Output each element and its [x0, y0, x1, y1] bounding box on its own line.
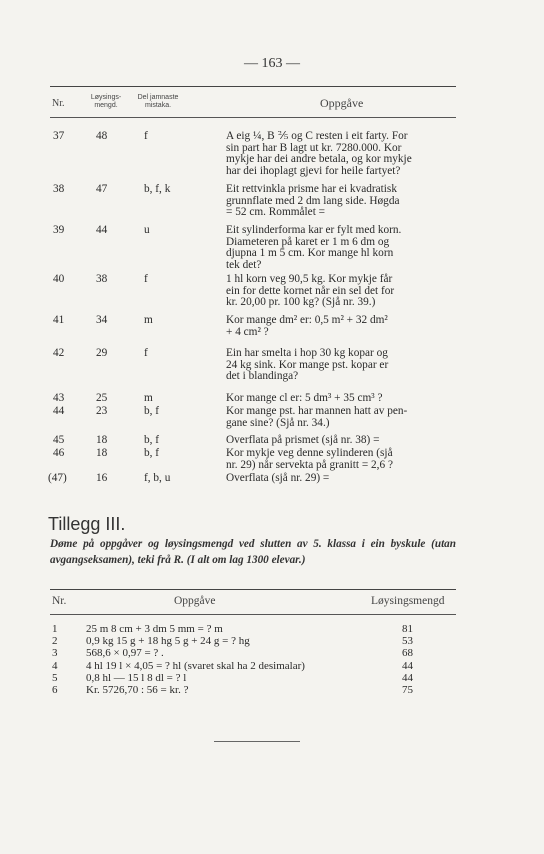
row-oppgave-line: har dei ihoplagt gjevi for heile fartyet? [226, 164, 401, 177]
problems-table [48, 86, 456, 484]
row-losningsmengd: 18 [96, 447, 108, 459]
supplement-row-losningsmengd: 44 [402, 659, 413, 672]
row-number: 46 [53, 447, 65, 459]
header-del-line2: mistaka. [144, 102, 172, 109]
row-oppgave [226, 184, 456, 219]
row-oppgave-line: Diameteren på karet er 1 m 6 dm og [226, 235, 390, 248]
section-description: Døme på oppgåver og løysingsmengd ved slutten av 5. klassa i ein byskule (utan avgangseksamen), teki frå R. (I alt om lag 1300 elevar.) [50, 538, 456, 566]
supplement-row-losningsmengd: 44 [402, 671, 413, 684]
supplement-row-oppgave: 25 m 8 cm + 3 dm 5 mm = ? m [86, 623, 223, 635]
supplement-row-number: 3 [52, 647, 58, 660]
row-losningsmengd: 29 [96, 347, 108, 359]
row-del-jamnaste: b, f [144, 405, 160, 417]
supplement-body [50, 615, 456, 705]
supplement-row-number: 6 [52, 684, 58, 696]
row-oppgave-line: Eit sylinderforma kar er fylt med korn. [226, 224, 402, 236]
table-header [50, 87, 456, 117]
row-oppgave-line: 1 hl korn veg 90,5 kg. Kor mykje får [226, 273, 393, 285]
row-del-jamnaste: b, f, k [144, 183, 171, 195]
header-losningsmengd-line2: mengd. [94, 102, 118, 109]
row-number: 45 [53, 434, 65, 446]
supplement-header [50, 590, 456, 614]
header-losningsmengd-line1: Løysings- [90, 94, 122, 101]
row-oppgave [226, 274, 456, 309]
row-del-jamnaste: m [144, 392, 153, 404]
row-oppgave-line: 24 kg sink. Kor mange pst. kopar er [226, 358, 389, 371]
supplement-row-oppgave: 0,9 kg 15 g + 18 hg 5 g + 24 g = ? hg [86, 635, 250, 648]
row-oppgave-line: = 52 cm. Rommålet = [226, 206, 326, 218]
row-number: 44 [53, 405, 65, 417]
supplement-row-number: 4 [52, 659, 58, 672]
header-del-line1: Del jamnaste [137, 94, 179, 101]
supplement-header-oppgave: Oppgåve [174, 595, 216, 607]
supplement-row-losningsmengd: 75 [402, 684, 413, 696]
supplement-header-nr: Nr. [52, 595, 67, 607]
supplement-row-number: 5 [52, 671, 58, 684]
row-losningsmengd: 18 [96, 434, 108, 446]
header-nr: Nr. [52, 98, 65, 109]
row-del-jamnaste: u [144, 224, 150, 236]
row-losningsmengd: 25 [96, 392, 108, 404]
row-oppgave-line: grunnflate med 2 dm lang side. Høgda [226, 194, 400, 207]
row-oppgave [226, 225, 456, 271]
row-oppgave-line: Kor mange pst. har mannen hatt av pen- [226, 405, 408, 417]
row-oppgave-line: det i blandinga? [226, 370, 299, 382]
page-number: — 163 — [244, 56, 300, 71]
row-number: 42 [53, 347, 65, 359]
table-body [48, 118, 456, 484]
row-oppgave-line: ein for dette kornet når ein sel det for [226, 284, 395, 297]
supplement-row-oppgave: 0,8 hl — 15 l 8 dl = ? l [86, 671, 187, 684]
row-oppgave [226, 435, 456, 447]
row-losningsmengd: 44 [96, 224, 108, 236]
row-oppgave-line: Overflata på prismet (sjå nr. 38) = [226, 434, 380, 446]
row-number: 38 [53, 183, 65, 195]
row-del-jamnaste: b, f [144, 447, 160, 459]
row-oppgave [226, 393, 456, 405]
supplement-row-oppgave: 568,6 × 0,97 = ? . [86, 647, 164, 660]
row-oppgave [226, 448, 456, 471]
row-oppgave-line: nr. 29) når servekta på granitt = 2,6 ? [226, 458, 393, 471]
row-del-jamnaste: f [144, 130, 148, 142]
supplement-row-oppgave: Kr. 5726,70 : 56 = kr. ? [86, 684, 189, 696]
supplement-table [50, 589, 456, 705]
row-number: 40 [53, 273, 65, 285]
end-rule [214, 741, 300, 742]
row-losningsmengd: 23 [96, 405, 108, 417]
row-oppgave-line: mykje har dei andre betala, og kor mykje [226, 153, 412, 165]
supplement-row-oppgave: 4 hl 19 l × 4,05 = ? hl (svaret skal ha 2 desimalar) [86, 659, 305, 672]
row-oppgave [226, 315, 456, 338]
row-del-jamnaste: f [144, 347, 148, 359]
row-losningsmengd: 47 [96, 183, 108, 195]
row-oppgave [226, 348, 456, 383]
row-oppgave-line: gane sine? (Sjå nr. 34.) [226, 416, 330, 429]
row-losningsmengd: 48 [96, 130, 108, 142]
row-oppgave [226, 131, 456, 177]
row-del-jamnaste: m [144, 314, 153, 326]
row-number: 37 [53, 130, 65, 142]
supplement-row-number: 2 [52, 635, 58, 648]
row-oppgave-line: djupna 1 m 5 cm. Kor mange hl korn [226, 247, 394, 259]
header-del-jamnaste [130, 94, 186, 110]
row-oppgave-line: Kor mykje veg denne sylinderen (sjå [226, 447, 393, 459]
row-number: 41 [53, 314, 65, 326]
supplement-row-losningsmengd: 68 [402, 647, 413, 660]
row-oppgave-line: Kor mange dm² er: 0,5 m² + 32 dm² [226, 314, 388, 326]
supplement-row-number: 1 [52, 623, 58, 635]
section-title: Tillegg III. [48, 514, 126, 534]
header-losningsmengd [84, 94, 128, 110]
header-oppgave: Oppgåve [320, 96, 364, 110]
row-oppgave [226, 406, 456, 429]
row-number: 43 [53, 392, 65, 404]
supplement-row-losningsmengd: 81 [402, 623, 413, 635]
row-oppgave-line: Eit rettvinkla prisme har ei kvadratisk [226, 183, 397, 195]
row-losningsmengd: 34 [96, 314, 108, 326]
row-oppgave-line: tek det? [226, 258, 262, 271]
row-oppgave [226, 473, 456, 485]
row-oppgave-line: A eig ¼, B ⅖ og C resten i eit farty. For [226, 130, 408, 142]
row-oppgave-line: Overflata (sjå nr. 29) = [226, 472, 330, 484]
row-oppgave-line: + 4 cm² ? [226, 325, 269, 338]
row-number: 39 [53, 224, 65, 236]
supplement-row-losningsmengd: 53 [402, 635, 413, 648]
row-losningsmengd: 38 [96, 273, 108, 285]
row-del-jamnaste: f, b, u [144, 472, 171, 484]
row-number: (47) [48, 472, 67, 484]
row-oppgave-line: kr. 20,00 pr. 100 kg? (Sjå nr. 39.) [226, 296, 376, 308]
row-del-jamnaste: b, f [144, 434, 160, 446]
row-oppgave-line: sin part har B lagt ut kr. 7280.000. Kor [226, 141, 402, 154]
row-del-jamnaste: f [144, 273, 148, 285]
row-oppgave-line: Kor mange cl er: 5 dm³ + 35 cm³ ? [226, 392, 383, 404]
row-losningsmengd: 16 [96, 472, 108, 484]
row-oppgave-line: Ein har smelta i hop 30 kg kopar og [226, 347, 388, 359]
supplement-header-losningsmengd: Løysingsmengd [371, 595, 445, 607]
